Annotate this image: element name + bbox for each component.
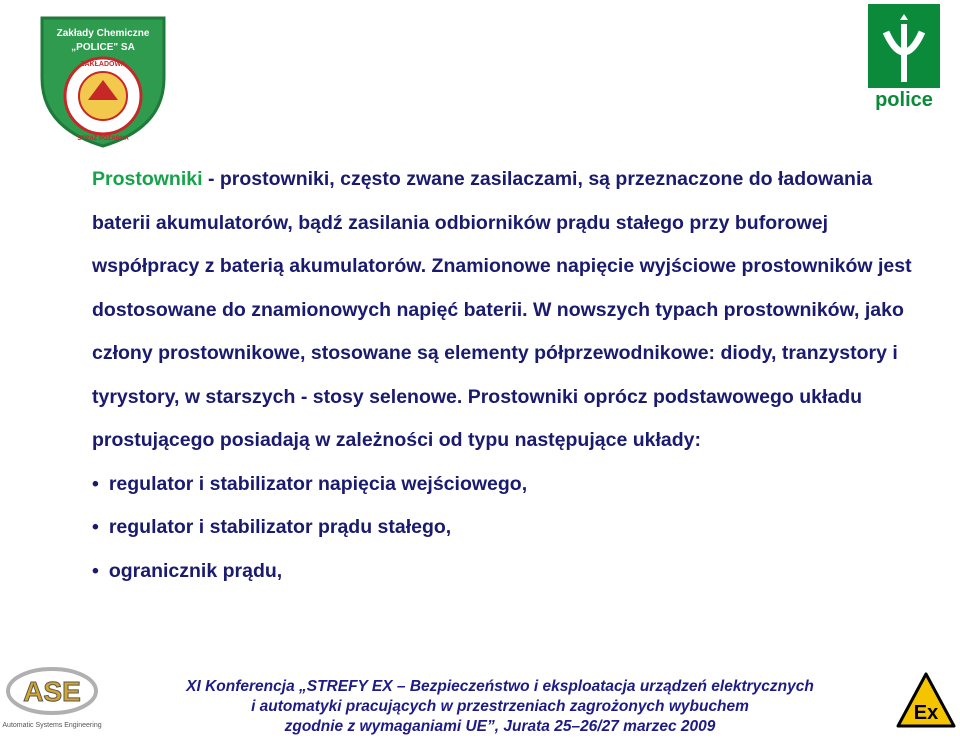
paragraph-text: - prostowniki, często zwane zasilaczami, są przeznaczone do ładowania baterii akumulatorów, bądź zasilania odbiorników prądu stałego przy buforowej współpracy z baterią akumulatorów. Znamionowe napięcie wyjściowe prostowników jest dostosowane do znamionowych napięć baterii. W nowszych typach prostowników, jako człony prostownikowe, stosowane są elementy półprzewodnikowe: diody, tranzystory i tyrystory, w starszych - stosy selenowe. Prostowniki oprócz podstawowego układu prostującego posiadają w zależności od typu następujące układy: [92,168,912,451]
bullet-item: • ogranicznik prądu, [92,550,922,594]
ase-brand-text: ASE [23,676,81,707]
term-prostowniki: Prostowniki [92,168,203,190]
ex-sign-text: Ex [913,702,939,724]
footer-line-3: zgodnie z wymaganiami UE”, Jurata 25–26/27 marzec 2009 [284,718,716,735]
police-logo [864,2,944,112]
fire-brigade-logo [32,8,174,150]
main-content [92,158,922,593]
ase-logo [2,665,102,731]
police-brand-text: police [875,89,933,111]
footer [110,677,890,737]
bullet-item: • regulator i stabilizator prądu stałego, [92,506,922,550]
bullet-item: • regulator i stabilizator napięcia wejściowego, [92,463,922,507]
ex-warning-sign [895,670,957,732]
bullet-list [92,463,922,594]
footer-line-2: i automatyki pracujących w przestrzeniach zagrożonych wybuchem [251,698,749,715]
logo-company-line2: „POLICE" SA [71,42,135,53]
logo-company-line1: Zakłady Chemiczne [56,28,150,39]
logo-arc-top: ZAKŁADOWA [80,61,126,68]
paragraph [92,158,922,463]
logo-arc-bottom: STRAŻ POŻARNA [77,136,129,142]
ase-caption: Automatic Systems Engineering [2,722,102,729]
footer-line-1: XI Konferencja „STREFY EX – Bezpieczeństwo i eksploatacja urządzeń elektrycznych [186,678,814,695]
